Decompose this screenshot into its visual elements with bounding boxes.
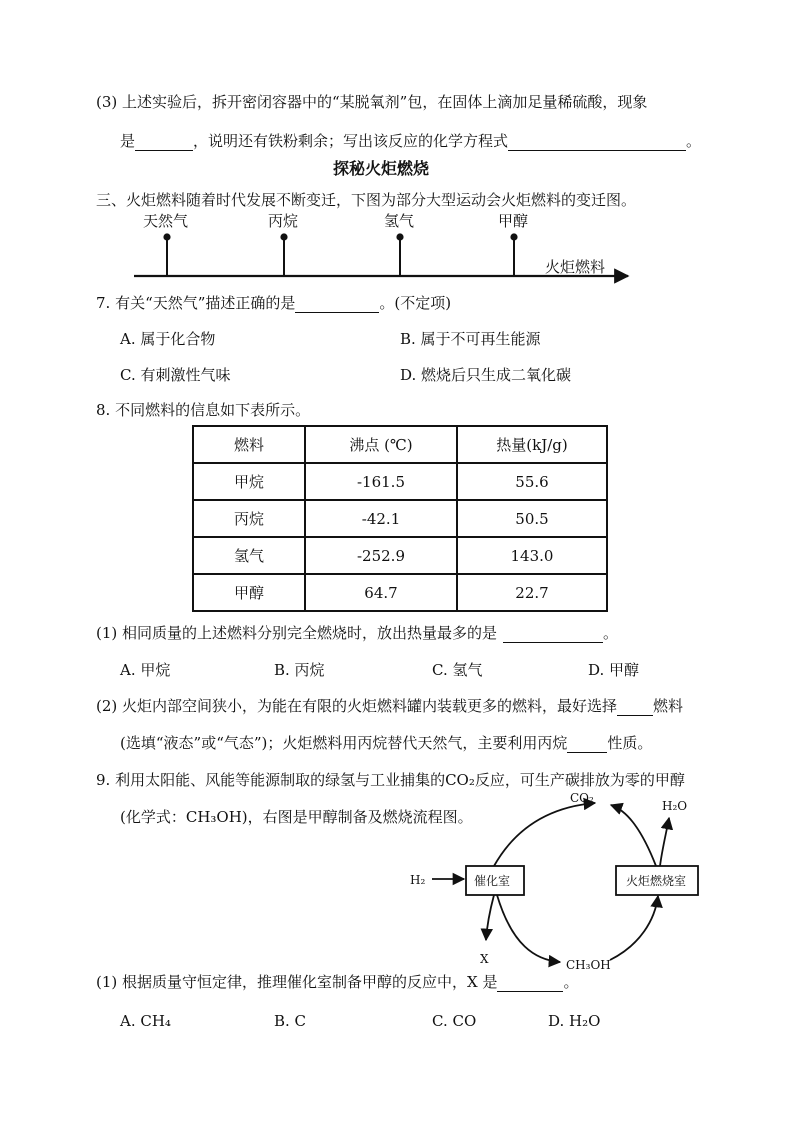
table-cell: 55.6 — [457, 463, 607, 500]
timeline-label-hydrogen: 氢气 — [384, 212, 415, 230]
diagram-h2: H₂ — [410, 873, 426, 887]
diagram-catalyst-room: 催化室 — [474, 874, 511, 888]
fuel-table — [192, 425, 608, 612]
answer-blank[interactable] — [617, 697, 653, 716]
table-header-row — [193, 426, 607, 463]
table-header: 燃料 — [193, 426, 305, 463]
q7-stem: 7. 有关“天然气”描述正确的是 。(不定项) — [96, 294, 452, 312]
q8-sub1-option-d[interactable]: D. 甲醇 — [588, 661, 640, 679]
timeline-axis-label: 火炬燃料 — [545, 258, 606, 276]
q9-sub1: (1) 根据质量守恒定律，推理催化室制备甲醇的反应中，X 是 。 — [96, 973, 579, 991]
q8-sub2-line2: (选填“液态”或“气态”)；火炬燃料用丙烷替代天然气，主要利用丙烷 性质。 — [120, 734, 653, 752]
arrow-h2o — [660, 818, 669, 866]
diagram-burner-room: 火炬燃烧室 — [626, 874, 687, 888]
timeline-dot — [163, 233, 170, 240]
q7-option-b[interactable]: B. 属于不可再生能源 — [400, 330, 541, 348]
answer-blank[interactable] — [567, 734, 607, 753]
q7-option-d[interactable]: D. 燃烧后只生成二氧化碳 — [400, 366, 572, 384]
diagram-co2: CO₂ — [570, 791, 594, 805]
q8-sub1-option-b[interactable]: B. 丙烷 — [274, 661, 325, 679]
timeline-dot — [280, 233, 287, 240]
answer-blank[interactable] — [295, 294, 379, 313]
section-title: 探秘火炬燃烧 — [333, 159, 430, 178]
table-cell: -252.9 — [305, 537, 457, 574]
arrow-x — [486, 895, 494, 940]
timeline-label-propane: 丙烷 — [268, 212, 299, 230]
answer-blank[interactable] — [497, 973, 563, 992]
timeline-label-natural-gas: 天然气 — [143, 212, 189, 230]
table-header: 热量(kJ/g) — [457, 426, 607, 463]
diagram-x: X — [480, 952, 489, 966]
table-cell: -161.5 — [305, 463, 457, 500]
q8-stem: 8. 不同燃料的信息如下表所示。 — [96, 401, 311, 419]
answer-blank[interactable] — [503, 624, 603, 643]
table-cell: 64.7 — [305, 574, 457, 611]
table-cell: 143.0 — [457, 537, 607, 574]
timeline — [134, 233, 628, 276]
q9-sub1-option-d[interactable]: D. H₂O — [548, 1012, 601, 1030]
q9-sub1-option-b[interactable]: B. C — [274, 1012, 307, 1030]
table-cell: 甲醇 — [193, 574, 305, 611]
table-row — [193, 574, 607, 611]
table-header: 沸点 (℃) — [305, 426, 457, 463]
q8-sub1-option-c[interactable]: C. 氢气 — [432, 661, 483, 679]
q8-sub1: (1) 相同质量的上述燃料分别完全燃烧时，放出热量最多的是 。 — [96, 624, 619, 642]
table-cell: 甲烷 — [193, 463, 305, 500]
q-prev-line2: 是 ，说明还有铁粉剩余；写出该反应的化学方程式 。 — [120, 132, 702, 150]
q8-sub2-line1: (2) 火炬内部空间狭小，为能在有限的火炬燃料罐内装载更多的燃料，最好选择 燃料 — [96, 697, 684, 715]
table-row — [193, 500, 607, 537]
table-cell: 50.5 — [457, 500, 607, 537]
timeline-dot — [510, 233, 517, 240]
q8-sub1-option-a[interactable]: A. 甲烷 — [120, 661, 171, 679]
table-cell: 22.7 — [457, 574, 607, 611]
table-cell: -42.1 — [305, 500, 457, 537]
timeline-dot — [396, 233, 403, 240]
diagram-h2o: H₂O — [662, 799, 688, 813]
table-row — [193, 463, 607, 500]
timeline-label-methanol: 甲醇 — [498, 212, 529, 230]
arrow-co2-in — [494, 803, 595, 866]
part3-intro: 三、火炬燃料随着时代发展不断变迁，下图为部分大型运动会火炬燃料的变迁图。 — [96, 191, 637, 209]
q7-option-c[interactable]: C. 有刺激性气味 — [120, 366, 231, 384]
arrow-co2-out — [611, 805, 656, 866]
q9-sub1-option-c[interactable]: C. CO — [432, 1012, 477, 1030]
diagram-ch3oh: CH₃OH — [566, 958, 611, 972]
q9-line2: (化学式：CH₃OH)，右图是甲醇制备及燃烧流程图。 — [120, 808, 473, 826]
arrow-ch3oh — [497, 895, 560, 962]
table-row — [193, 537, 607, 574]
q9-line1: 9. 利用太阳能、风能等能源制取的绿氢与工业捕集的CO₂反应，可生产碳排放为零的甲醇 — [96, 771, 685, 789]
table-cell: 丙烷 — [193, 500, 305, 537]
q7-option-a[interactable]: A. 属于化合物 — [120, 330, 216, 348]
q9-sub1-option-a[interactable]: A. CH₄ — [120, 1012, 171, 1030]
table-cell: 氢气 — [193, 537, 305, 574]
arrow-to-burner — [610, 896, 658, 960]
q-prev-line1: (3) 上述实验后，拆开密闭容器中的“某脱氧剂”包，在固体上滴加足量稀硫酸，现象 — [96, 93, 648, 111]
